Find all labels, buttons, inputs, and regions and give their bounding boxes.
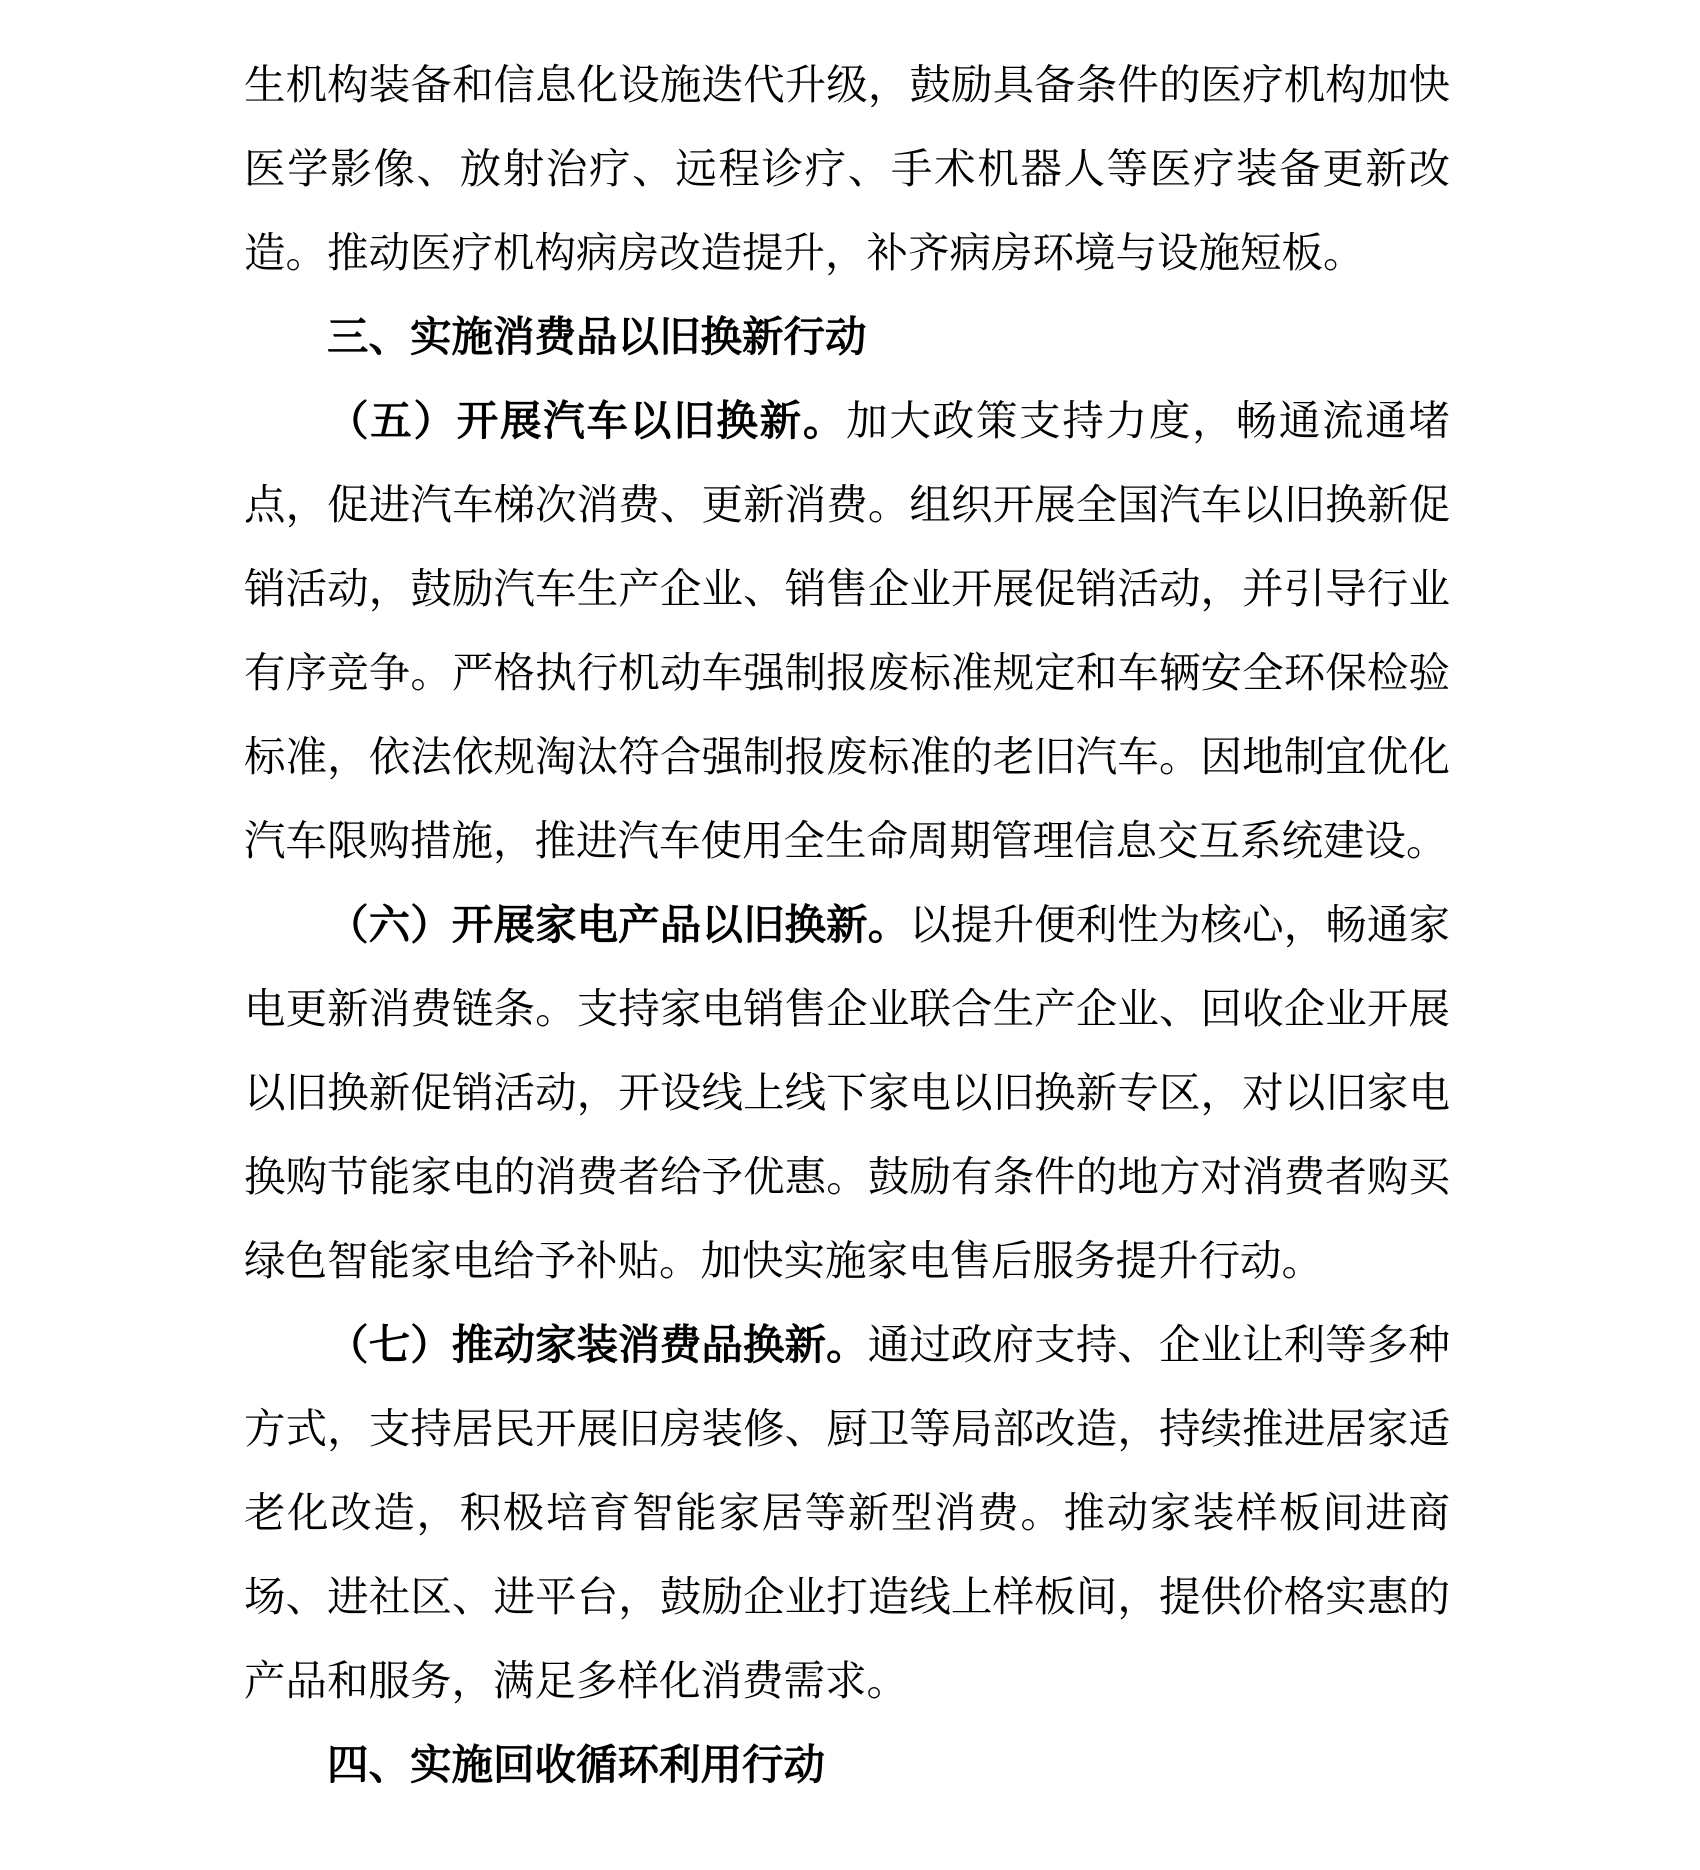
paragraph [244, 883, 1450, 1303]
paragraph-text: 四、实施回收循环利用行动 [327, 1742, 826, 1788]
paragraph [244, 43, 1450, 295]
document-content [244, 43, 1450, 1807]
paragraph-text: 以提升便利性为核心，畅通家电更新消费链条。支持家电销售企业联合生产企业、回收企业开展以旧换新促销活动，开设线上线下家电以旧换新专区，对以旧家电换购节能家电的消费者给予优惠。鼓励有条件的地方对消费者购买绿色智能家电给予补贴。加快实施家电售后服务提升行动。 [244, 902, 1450, 1284]
paragraph [244, 1303, 1450, 1723]
paragraph-text: 三、实施消费品以旧换新行动 [327, 314, 867, 360]
paragraph-text: 加大政策支持力度，畅通流通堵点，促进汽车梯次消费、更新消费。组织开展全国汽车以旧换新促销活动，鼓励汽车生产企业、销售企业开展促销活动，并引导行业有序竞争。严格执行机动车强制报废标准规定和车辆安全环保检验标准，依法依规淘汰符合强制报废标准的老旧汽车。因地制宜优化汽车限购措施，推进汽车使用全生命周期管理信息交互系统建设。 [244, 398, 1450, 864]
paragraph [244, 379, 1450, 883]
paragraph-bold-lead: （五）开展汽车以旧换新。 [327, 398, 847, 444]
paragraph-text: 通过政府支持、企业让利等多种方式，支持居民开展旧房装修、厨卫等局部改造，持续推进居家适老化改造，积极培育智能家居等新型消费。推动家装样板间进商场、进社区、进平台，鼓励企业打造线上样板间，提供价格实惠的产品和服务，满足多样化消费需求。 [244, 1322, 1450, 1704]
section-heading [244, 295, 1450, 379]
paragraph-text: 生机构装备和信息化设施迭代升级，鼓励具备条件的医疗机构加快医学影像、放射治疗、远程诊疗、手术机器人等医疗装备更新改造。推动医疗机构病房改造提升，补齐病房环境与设施短板。 [244, 62, 1450, 276]
paragraph-bold-lead: （七）推动家装消费品换新。 [327, 1322, 868, 1368]
paragraph-bold-lead: （六）开展家电产品以旧换新。 [327, 902, 910, 948]
section-heading [244, 1723, 1450, 1807]
